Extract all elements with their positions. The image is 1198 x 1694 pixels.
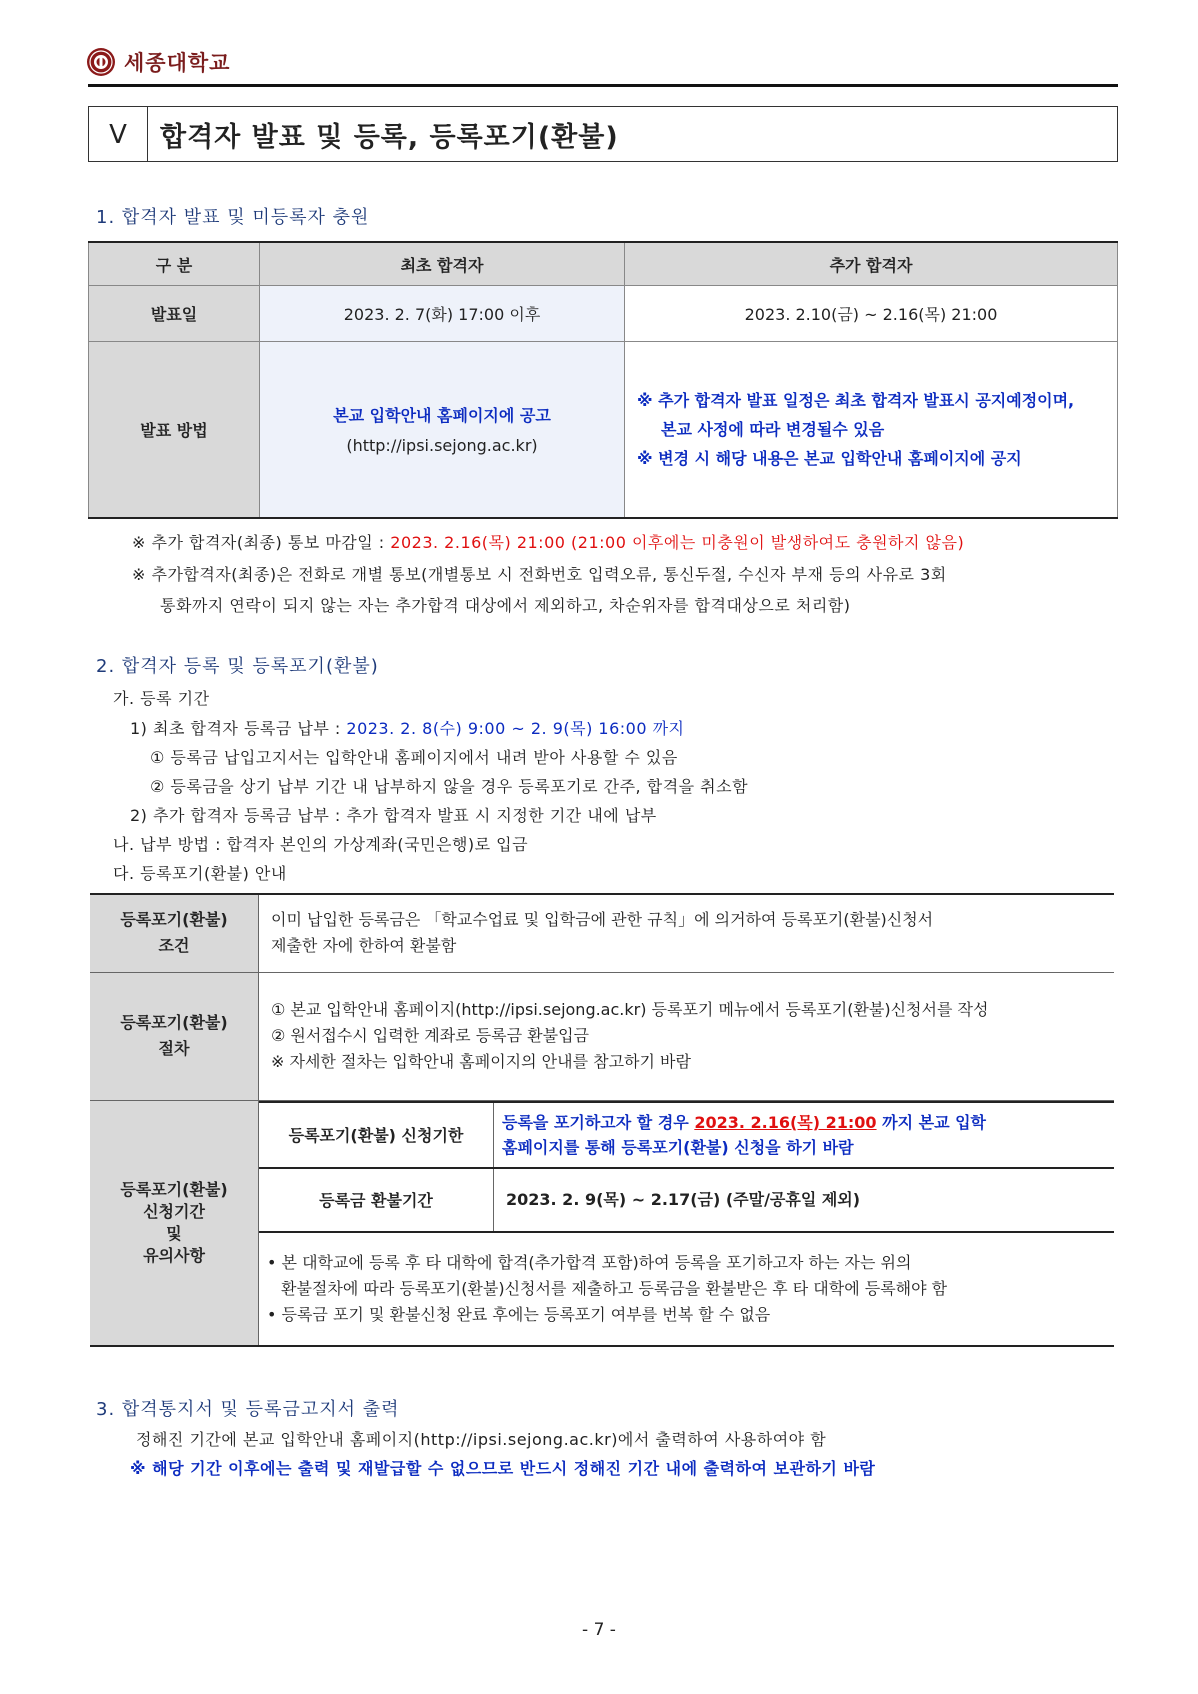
section-2-title: 2. 합격자 등록 및 등록포기(환불) (96, 656, 379, 677)
item-da: 다. 등록포기(환불) 안내 (113, 864, 287, 883)
apply-deadline-label: 등록포기(환불) 신청기한 (259, 1102, 494, 1168)
method-first-url: (http://ipsi.sejong.ac.kr) (346, 436, 538, 456)
note-deadline (132, 530, 964, 553)
method-first-cell (260, 342, 625, 518)
announcement-table (88, 241, 1118, 519)
table-row (90, 894, 1114, 972)
print-warning: ※ 해당 기간 이후에는 출력 및 재발급할 수 없으므로 반드시 정해진 기간 내에 출력하여 보관하기 바람 (130, 1459, 876, 1478)
note-notification-line-2: 통화까지 연락이 되지 않는 자는 추가합격 대상에서 제외하고, 차순위자를 합격대상으로 처리함) (160, 596, 851, 615)
apply-text-part-1: 등록을 포기하고자 할 경우 (502, 1112, 695, 1132)
condition-label-2: 조건 (158, 936, 190, 956)
refund-period-label: 등록금 환불기간 (259, 1168, 494, 1232)
period-label-4: 유의사항 (143, 1245, 205, 1265)
table-row (89, 286, 1118, 342)
procedure-text (259, 972, 1115, 1100)
method-first-text: 본교 입학안내 홈페이지에 공고 (333, 406, 551, 426)
procedure-line-3: ※ 자세한 절차는 입학안내 홈페이지의 안내를 참고하기 바람 (271, 1052, 691, 1071)
table-header-additional: 추가 합격자 (625, 242, 1118, 286)
table-row (259, 1102, 1114, 1168)
item-na: 나. 납부 방법 : 합격자 본인의 가상계좌(국민은행)로 입금 (113, 835, 529, 854)
apply-deadline-line-1 (502, 1110, 1113, 1135)
condition-label-1: 등록포기(환불) (120, 910, 228, 930)
row-label-procedure (90, 972, 259, 1100)
header-divider (88, 84, 1118, 87)
row-label-method: 발표 방법 (89, 342, 260, 518)
period-subtable (259, 1101, 1114, 1345)
row-label-period (90, 1100, 259, 1346)
apply-text-date: 2023. 2.16(목) 21:00 (694, 1112, 877, 1132)
row-label-condition (90, 894, 259, 972)
item-first-payment-period: 2023. 2. 8(수) 9:00 ~ 2. 9(목) 16:00 까지 (346, 719, 685, 738)
table-row (90, 972, 1114, 1100)
procedure-line-2: ② 원서접수시 입력한 계좌로 등록금 환불입금 (271, 1026, 589, 1045)
caution-text (259, 1232, 1114, 1345)
section-3-title: 3. 합격통지서 및 등록금고지서 출력 (96, 1399, 400, 1420)
print-instruction: 정해진 기간에 본교 입학안내 홈페이지(http://ipsi.sejong.ac.kr)에서 출력하여 사용하여야 함 (136, 1430, 827, 1449)
method-add-line-1: ※ 추가 합격자 발표 일정은 최초 합격자 발표시 공지예정이며, (637, 390, 1075, 410)
method-add-line-2: 본교 사정에 따라 변경될수 있음 (661, 419, 885, 439)
period-cell (259, 1100, 1115, 1346)
period-label-1: 등록포기(환불) (120, 1179, 228, 1199)
note-notification-line-1: ※ 추가합격자(최종)은 전화로 개별 통보(개별통보 시 전화번호 입력오류, 통신두절, 수신자 부재 등의 사유로 3회 (132, 565, 947, 584)
procedure-line-1: ① 본교 입학안내 홈페이지(http://ipsi.sejong.ac.kr) 등록포기 메뉴에서 등록포기(환불)신청서를 작성 (271, 1000, 989, 1019)
note-deadline-prefix: ※ 추가 합격자(최종) 통보 마감일 : (132, 533, 391, 552)
chapter-heading (88, 106, 1118, 162)
item-first-sub-1: ① 등록금 납입고지서는 입학안내 홈페이지에서 내려 받아 사용할 수 있음 (150, 748, 678, 767)
note-deadline-highlight: 2023. 2.16(목) 21:00 (21:00 이후에는 미충원이 발생하여도 충원하지 않음) (390, 533, 965, 552)
item-first-payment-prefix: 1) 최초 합격자 등록금 납부 : (130, 719, 347, 738)
period-label-2: 신청기간 (143, 1201, 205, 1221)
apply-text-part-2: 까지 본교 입학 (876, 1112, 987, 1132)
condition-line-1: 이미 납입한 등록금은 「학교수업료 및 입학금에 관한 규칙」에 의거하여 등록포기(환불)신청서 (271, 910, 934, 930)
apply-deadline-text (494, 1102, 1115, 1168)
condition-text (259, 894, 1115, 972)
announce-first-date: 2023. 2. 7(화) 17:00 이후 (260, 286, 625, 342)
table-row (259, 1232, 1114, 1345)
procedure-label-1: 등록포기(환불) (120, 1013, 228, 1032)
table-header-category: 구 분 (89, 242, 260, 286)
table-row (259, 1168, 1114, 1232)
table-row (90, 1100, 1114, 1346)
chapter-number: Ⅴ (89, 107, 148, 161)
item-first-sub-2: ② 등록금을 상기 납부 기간 내 납부하지 않을 경우 등록포기로 간주, 합격을 취소함 (150, 777, 749, 796)
condition-line-2: 제출한 자에 한하여 환불함 (271, 936, 457, 956)
refund-period-text: 2023. 2. 9(목) ~ 2.17(금) (주말/공휴일 제외) (494, 1168, 1115, 1232)
announce-additional-date: 2023. 2.10(금) ~ 2.16(목) 21:00 (625, 286, 1118, 342)
chapter-title: 합격자 발표 및 등록, 등록포기(환불) (160, 121, 619, 153)
item-first-payment (130, 716, 685, 739)
school-logo (86, 44, 230, 80)
apply-deadline-line-2: 홈페이지를 통해 등록포기(환불) 신청을 하기 바람 (502, 1137, 854, 1157)
caution-line-1: • 본 대학교에 등록 후 타 대학에 합격(추가합격 포함)하여 등록을 포기하고자 하는 자는 위의 (267, 1252, 912, 1272)
refund-table (90, 893, 1114, 1347)
school-name: 세종대학교 (124, 50, 231, 75)
row-label-announce: 발표일 (89, 286, 260, 342)
method-add-line-3: ※ 변경 시 해당 내용은 본교 입학안내 홈페이지에 공지 (637, 448, 1022, 468)
table-row (89, 342, 1118, 518)
caution-line-2: 환불절차에 따라 등록포기(환불)신청서를 제출하고 등록금을 환불받은 후 타 대학에 등록해야 함 (281, 1278, 948, 1298)
table-header-first: 최초 합격자 (260, 242, 625, 286)
procedure-label-2: 절차 (158, 1039, 190, 1058)
school-seal-icon (86, 47, 116, 77)
item-additional-payment: 2) 추가 합격자 등록금 납부 : 추가 합격자 발표 시 지정한 기간 내에 납부 (130, 806, 657, 825)
section-1-title: 1. 합격자 발표 및 미등록자 충원 (96, 207, 370, 228)
item-ga: 가. 등록 기간 (113, 689, 210, 708)
page-number: - 7 - (582, 1620, 616, 1640)
caution-line-3: • 등록금 포기 및 환불신청 완료 후에는 등록포기 여부를 번복 할 수 없음 (267, 1304, 771, 1324)
method-additional-cell (625, 342, 1118, 518)
period-label-3: 및 (166, 1223, 182, 1243)
